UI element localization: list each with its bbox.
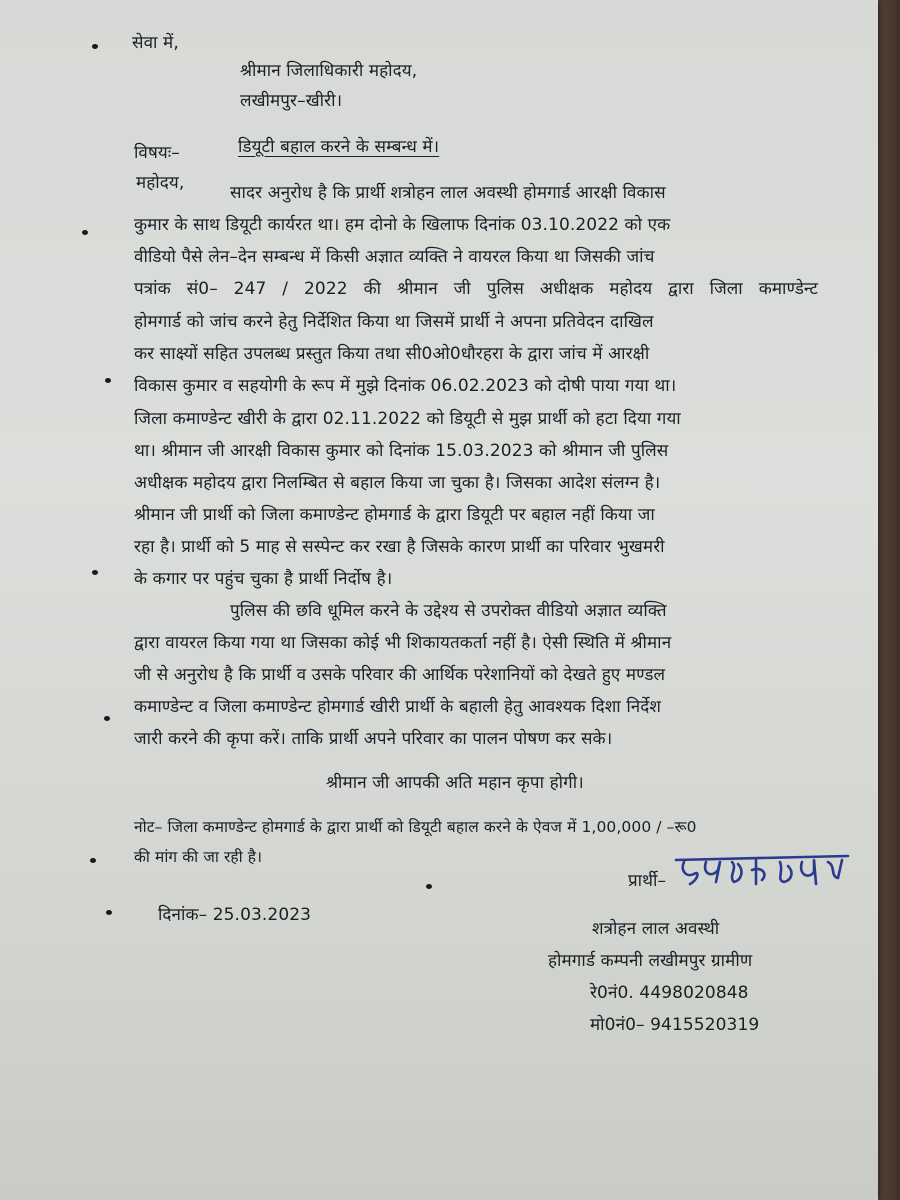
closing-line: श्रीमान जी आपकी अति महान कृपा होगी। bbox=[326, 773, 584, 793]
body-line: विकास कुमार व सहयोगी के रूप में मुझे दिनांक 06.02.2023 को दोषी पाया गया था। bbox=[134, 376, 677, 396]
addressee-line-1: श्रीमान जिलाधिकारी महोदय, bbox=[240, 61, 418, 81]
applicant-unit: होमगार्ड कम्पनी लखीमपुर ग्रामीण bbox=[548, 951, 753, 971]
applicant-label: प्रार्थी– bbox=[628, 871, 667, 891]
body-line: कुमार के साथ डियूटी कार्यरत था। हम दोनो के खिलाफ दिनांक 03.10.2022 को एक bbox=[134, 215, 671, 235]
body-line: द्वारा वायरल किया गया था जिसका कोई भी शिकायतकर्ता नहीं है। ऐसी स्थिति में श्रीमान bbox=[134, 633, 672, 653]
margin-dot bbox=[426, 884, 432, 889]
body-line: सादर अनुरोध है कि प्रार्थी शत्रोहन लाल अवस्थी होमगार्ड आरक्षी विकास bbox=[230, 183, 666, 203]
margin-dot bbox=[106, 910, 112, 915]
note-line-2: की मांग की जा रही है। bbox=[134, 848, 263, 866]
margin-dot bbox=[92, 570, 98, 575]
body-line: जारी करने की कृपा करें। ताकि प्रार्थी अपने परिवार का पालन पोषण कर सके। bbox=[134, 729, 613, 749]
applicant-reg-no: रे0नं0. 4498020848 bbox=[590, 983, 749, 1003]
body-line: जिला कमाण्डेन्ट खीरी के द्वारा 02.11.2022 को डियूटी से मुझ प्रार्थी को हटा दिया गया bbox=[134, 409, 681, 429]
body-line: रहा है। प्रार्थी को 5 माह से सस्पेन्ट कर रखा है जिसके कारण प्रार्थी का परिवार भुखमरी bbox=[134, 537, 665, 557]
body-line: था। श्रीमान जी आरक्षी विकास कुमार को दिनांक 15.03.2023 को श्रीमान जी पुलिस bbox=[134, 441, 669, 461]
body-line: के कगार पर पहुंच चुका है प्रार्थी निर्दोष है। bbox=[134, 569, 393, 589]
body-line: होमगार्ड को जांच करने हेतु निर्देशित किया था जिसमें प्रार्थी ने अपना प्रतिवेदन दाखिल bbox=[134, 312, 654, 332]
margin-dot bbox=[92, 44, 98, 49]
body-line: पत्रांक सं0– 247 / 2022 की श्रीमान जी पुलिस अधीक्षक महोदय द्वारा जिला कमाण्डेन्ट bbox=[134, 279, 818, 299]
letter-date: दिनांक– 25.03.2023 bbox=[158, 905, 312, 925]
body-line: पुलिस की छवि धूमिल करने के उद्देश्य से उपरोक्त वीडियो अज्ञात व्यक्ति bbox=[230, 601, 667, 621]
salutation: सेवा में, bbox=[132, 33, 179, 53]
margin-dot bbox=[82, 230, 88, 235]
margin-dot bbox=[90, 858, 96, 863]
signature-handwritten bbox=[672, 848, 852, 892]
subject-text: डियूटी बहाल करने के सम्बन्ध में। bbox=[238, 137, 440, 157]
margin-dot bbox=[105, 378, 111, 383]
addressee-line-2: लखीमपुर–खीरी। bbox=[240, 91, 343, 111]
body-line: कर साक्ष्यों सहित उपलब्ध प्रस्तुत किया तथा सी0ओ0धौरहरा के द्वारा जांच में आरक्षी bbox=[134, 344, 650, 364]
body-line: वीडियो पैसे लेन–देन सम्बन्ध में किसी अज्ञात व्यक्ति ने वायरल किया था जिसकी जांच bbox=[134, 247, 655, 267]
body-line: अधीक्षक महोदय द्वारा निलम्बित से बहाल किया जा चुका है। जिसका आदेश संलग्न है। bbox=[134, 473, 661, 493]
body-line: जी से अनुरोध है कि प्रार्थी व उसके परिवार की आर्थिक परेशानियों को देखते हुए मण्डल bbox=[134, 665, 666, 685]
applicant-mobile: मो0नं0– 9415520319 bbox=[590, 1015, 760, 1035]
body-line: कमाण्डेन्ट व जिला कमाण्डेन्ट होमगार्ड खीरी प्रार्थी के बहाली हेतु आवश्यक दिशा निर्देश bbox=[134, 697, 662, 717]
body-line: श्रीमान जी प्रार्थी को जिला कमाण्डेन्ट होमगार्ड के द्वारा डियूटी पर बहाल नहीं किया जा bbox=[134, 505, 655, 525]
greeting: महोदय, bbox=[136, 173, 185, 193]
applicant-name: शत्रोहन लाल अवस्थी bbox=[592, 919, 720, 939]
margin-dot bbox=[104, 716, 110, 721]
note-line-1: नोट– जिला कमाण्डेन्ट होमगार्ड के द्वारा प्रार्थी को डियूटी बहाल करने के ऐवज में 1,00,000 / –रू0 bbox=[134, 818, 697, 836]
subject-label: विषयः– bbox=[134, 143, 180, 163]
